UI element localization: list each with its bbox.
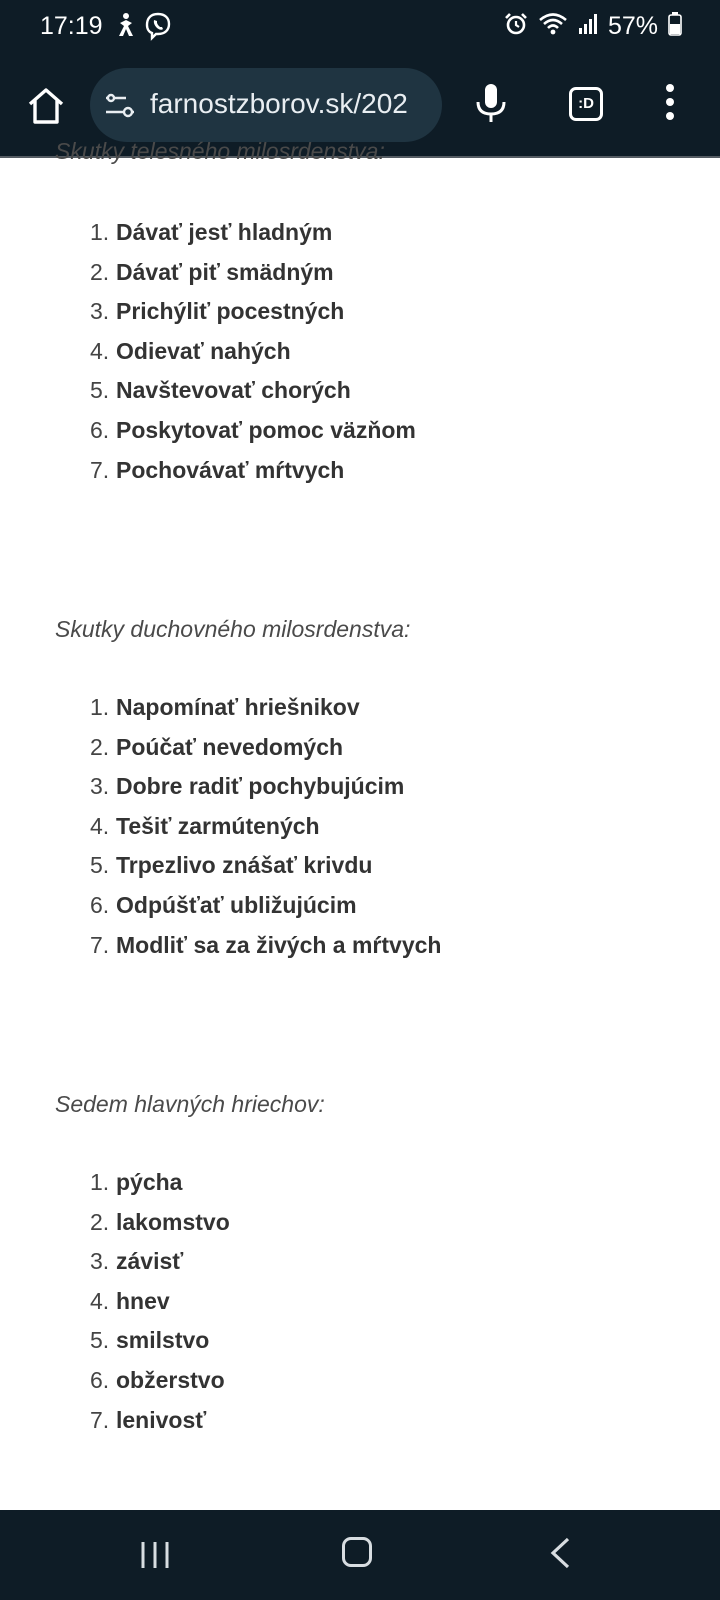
list-item: 1. Napomínať hriešnikov bbox=[90, 694, 360, 720]
list-item: 7. lenivosť bbox=[90, 1406, 207, 1433]
list-item: 1. Dávať jesť hladným bbox=[90, 219, 333, 245]
list-item: 6. Odpúšťať ubližujúcim bbox=[90, 891, 357, 918]
home-button[interactable] bbox=[24, 84, 68, 128]
address-bar[interactable] bbox=[90, 68, 442, 142]
list-item: 4. Tešiť zarmútených bbox=[90, 812, 320, 839]
section-heading: Skutky duchovného milosrdenstva: bbox=[55, 616, 411, 642]
voice-search-button[interactable] bbox=[474, 82, 508, 131]
menu-dot-icon bbox=[666, 84, 674, 92]
battery-percentage: 57% bbox=[607, 12, 658, 40]
home-icon bbox=[24, 84, 68, 128]
url-text[interactable]: farnostzborov.sk/202 bbox=[150, 88, 408, 119]
system-nav-bar bbox=[0, 1510, 720, 1600]
battery-icon bbox=[668, 12, 682, 41]
list-item: 2. lakomstvo bbox=[90, 1208, 230, 1235]
list-item: 1. pýcha bbox=[90, 1169, 183, 1195]
status-time: 17:19 bbox=[40, 12, 103, 40]
list-item: 2. Dávať piť smädným bbox=[90, 258, 334, 285]
alarm-icon bbox=[504, 12, 528, 41]
viber-icon bbox=[144, 12, 172, 45]
recent-apps-icon bbox=[138, 1538, 172, 1572]
site-settings-icon[interactable] bbox=[104, 90, 136, 125]
microphone-icon bbox=[474, 82, 508, 126]
wifi-icon bbox=[538, 12, 568, 41]
section-heading: Sedem hlavných hriechov: bbox=[55, 1091, 325, 1117]
status-bar bbox=[0, 0, 720, 52]
signal-icon bbox=[578, 13, 598, 40]
tab-switcher-button[interactable]: :D bbox=[569, 87, 603, 121]
list-item: 2. Poúčať nevedomých bbox=[90, 733, 344, 760]
list-item: 6. Poskytovať pomoc väzňom bbox=[90, 416, 416, 443]
list-item: 4. Odievať nahých bbox=[90, 337, 291, 364]
list-item: 5. Trpezlivo znášať krivdu bbox=[90, 852, 373, 879]
numbered-list bbox=[90, 1163, 230, 1440]
list-item: 7. Pochovávať mŕtvych bbox=[90, 456, 345, 483]
numbered-list bbox=[90, 688, 441, 965]
list-item: 4. hnev bbox=[90, 1287, 170, 1314]
more-options-button[interactable] bbox=[662, 84, 678, 128]
menu-dot-icon bbox=[666, 98, 674, 106]
recent-apps-button[interactable] bbox=[138, 1538, 172, 1577]
list-item: 3. závisť bbox=[90, 1248, 184, 1275]
list-item: 3. Prichýliť pocestných bbox=[90, 298, 345, 325]
numbered-list bbox=[90, 213, 416, 490]
back-icon bbox=[548, 1536, 572, 1570]
section-heading: Skutky telesného milosrdenstva: bbox=[55, 138, 385, 164]
list-item: 6. obžerstvo bbox=[90, 1366, 225, 1393]
list-item: 5. smilstvo bbox=[90, 1327, 210, 1354]
accessibility-icon bbox=[114, 12, 138, 45]
page-content bbox=[0, 138, 720, 1510]
list-item: 5. Navštevovať chorých bbox=[90, 377, 351, 404]
nav-home-button[interactable] bbox=[342, 1537, 372, 1567]
menu-dot-icon bbox=[666, 112, 674, 120]
list-item: 3. Dobre radiť pochybujúcim bbox=[90, 773, 405, 800]
list-item: 7. Modliť sa za živých a mŕtvych bbox=[90, 931, 442, 958]
nav-back-button[interactable] bbox=[548, 1536, 572, 1575]
